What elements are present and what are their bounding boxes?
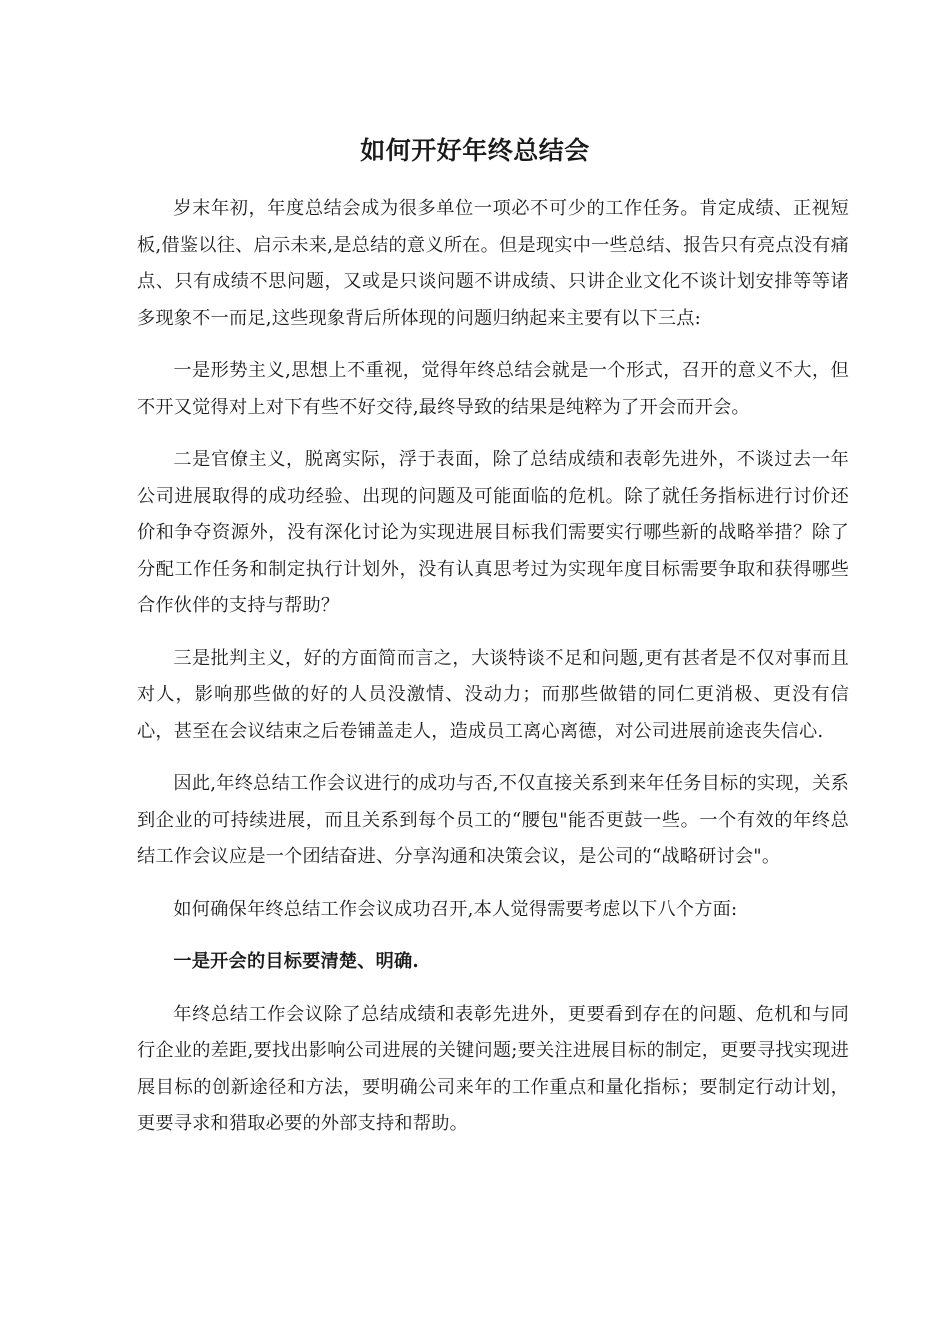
paragraph-point-one: 一是形势主义,思想上不重视，觉得年终总结会就是一个形式，召开的意义不大，但不开又觉得对上对下有些不好交待,最终导致的结果是纯粹为了开会而开会。: [137, 360, 849, 418]
section-heading-goal: 一是开会的目标要清楚、明确.: [173, 951, 419, 972]
paragraph-goal-detail: 年终总结工作会议除了总结成绩和表彰先进外，更要看到存在的问题、危机和与同行企业的差距,要找出影响公司进展的关键问题;要关注进展目标的制定，更要寻找实现进展目标的创新途径和方法，要明确公司来年的工作重点和量化指标；要制定行动计划，更要寻求和猎取必要的外部支持和帮助。: [137, 1003, 849, 1134]
paragraph-intro: 岁末年初，年度总结会成为很多单位一项必不可少的工作任务。肯定成绩、正视短板,借鉴以往、启示未来,是总结的意义所在。但是现实中一些总结、报告只有亮点没有痛点、只有成绩不思问题，又或是只谈问题不讲成绩、只讲企业文化不谈计划安排等等诸多现象不一而足,这些现象背后所体现的问题归纳起来主要有以下三点:: [137, 198, 849, 329]
paragraph-eight-aspects: 如何确保年终总结工作会议成功召开,本人觉得需要考虑以下八个方面:: [173, 898, 738, 920]
paragraph-point-two: 二是官僚主义，脱离实际，浮于表面，除了总结成绩和表彰先进外，不谈过去一年公司进展取得的成功经验、出现的问题及可能面临的危机。除了就任务指标进行讨价还价和争夺资源外，没有深化讨论为实现进展目标我们需要实行哪些新的战略举措？除了分配工作任务和制定执行计划外，没有认真思考过为实现年度目标需要争取和获得哪些合作伙伴的支持与帮助？: [137, 449, 849, 616]
paragraph-point-three: 三是批判主义，好的方面简而言之，大谈特谈不足和问题,更有甚者是不仅对事而且对人，影响那些做的好的人员没激情、没动力；而那些做错的同仁更消极、更没有信心，甚至在会议结束之后卷铺盖走人，造成员工离心离德，对公司进展前途丧失信心.: [137, 647, 849, 742]
paragraph-therefore: 因此,年终总结工作会议进行的成功与否,不仅直接关系到来年任务目标的实现，关系到企业的可持续进展，而且关系到每个员工的“腰包"能否更鼓一些。一个有效的年终总结工作会议应是一个团结奋进、分享沟通和决策会议，是公司的“战略研讨会"。: [137, 773, 849, 867]
document-body: [137, 191, 849, 1159]
document-title: 如何开好年终总结会: [360, 136, 590, 165]
